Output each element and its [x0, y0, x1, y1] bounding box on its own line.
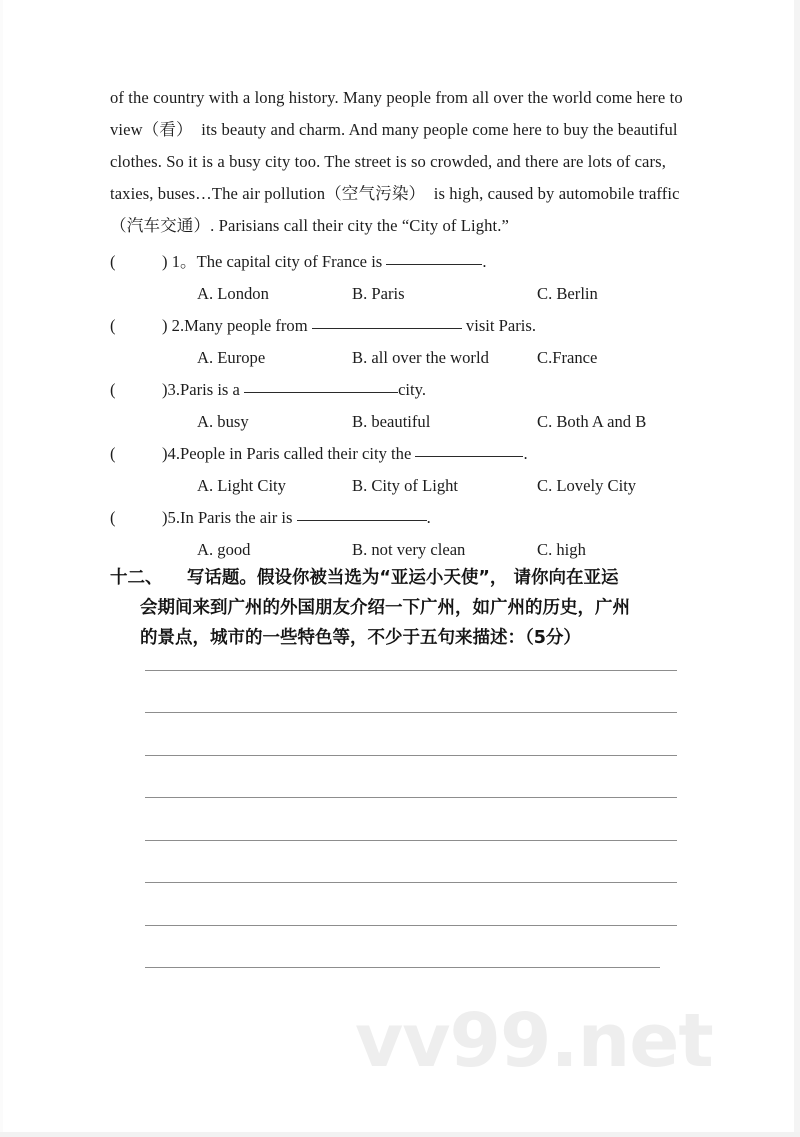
writing-line[interactable] [145, 712, 677, 713]
watermark: vv99.net [355, 998, 713, 1084]
writing-line[interactable] [145, 967, 660, 968]
fill-blank[interactable] [415, 443, 523, 457]
question-item [110, 438, 690, 502]
question-text-tail: city. [398, 380, 427, 399]
answer-box-close-paren: ) [162, 252, 172, 271]
question-stem [110, 246, 690, 278]
scan-edge-left [0, 0, 3, 1137]
question-stem [110, 502, 690, 534]
question-text-tail: . [482, 252, 487, 271]
question-text-tail: visit Paris. [461, 316, 536, 335]
option-a[interactable]: A. London [197, 284, 269, 303]
answer-box-close-paren: ) [162, 316, 168, 335]
question-item [110, 310, 690, 374]
option-b[interactable]: B. beautiful [352, 412, 431, 431]
answer-box-open-paren: ( [110, 316, 116, 335]
option-a[interactable]: A. Europe [197, 348, 266, 367]
passage-line: view（看） its beauty and charm. And many people come here to buy the beautiful [110, 120, 678, 139]
option-b[interactable]: B. not very clean [352, 540, 466, 559]
option-a[interactable]: A. good [197, 540, 251, 559]
question-text-tail: . [426, 508, 431, 527]
question-options [110, 278, 690, 310]
option-a[interactable]: A. busy [197, 412, 249, 431]
question-number: 1。 [171, 252, 197, 271]
question-number: 2. [167, 316, 185, 335]
answer-box-open-paren: ( [110, 380, 116, 399]
writing-line[interactable] [145, 755, 677, 756]
section-twelve-heading [110, 563, 685, 653]
section-twelve-line: 会期间来到广州的外国朋友介绍一下广州，如广州的历史，广州 [140, 598, 630, 618]
question-item [110, 246, 690, 310]
question-item [110, 374, 690, 438]
fill-blank[interactable] [312, 315, 462, 329]
question-stem [110, 374, 690, 406]
scan-edge-right [794, 0, 800, 1137]
question-text: People in Paris called their city the [179, 444, 416, 463]
writing-line[interactable] [145, 882, 677, 883]
question-text: Many people from [184, 316, 312, 335]
section-twelve-line: 十二、 写话题。假设你被当选为“亚运小天使”， 请你向在亚运 [110, 568, 619, 588]
option-b[interactable]: B. Paris [352, 284, 405, 303]
fill-blank[interactable] [297, 507, 427, 521]
question-text: The capital city of France is [196, 252, 387, 271]
answer-box-close-paren: ) [162, 444, 168, 463]
fill-blank[interactable] [386, 251, 482, 265]
question-stem [110, 310, 690, 342]
option-c[interactable]: C. Berlin [537, 284, 598, 303]
question-number: 5. [167, 508, 180, 527]
passage-line: of the country with a long history. Many people from all over the world come here to [110, 88, 683, 107]
answer-box-close-paren: ) [162, 508, 168, 527]
section-twelve-line: 的景点，城市的一些特色等，不少于五句来描述：（5分） [140, 628, 581, 648]
writing-line[interactable] [145, 840, 677, 841]
writing-line[interactable] [145, 670, 677, 671]
writing-line[interactable] [145, 797, 677, 798]
passage-line: （汽车交通）. Parisians call their city the “City of Light.” [110, 216, 509, 235]
answer-box-open-paren: ( [110, 444, 116, 463]
question-text: Paris is a [179, 380, 245, 399]
option-c[interactable]: C. Both A and B [537, 412, 647, 431]
question-number: 4. [167, 444, 180, 463]
question-number: 3. [167, 380, 180, 399]
passage-line: taxies, buses…The air pollution（空气污染） is high, caused by automobile traffic [110, 184, 680, 203]
option-b[interactable]: B. City of Light [352, 476, 459, 495]
reading-passage [110, 82, 683, 242]
multiple-choice-questions [110, 246, 690, 566]
question-text: In Paris the air is [179, 508, 297, 527]
question-options [110, 470, 690, 502]
option-c[interactable]: C. high [537, 540, 586, 559]
option-b[interactable]: B. all over the world [352, 348, 489, 367]
fill-blank[interactable] [244, 379, 398, 393]
option-c[interactable]: C.France [537, 348, 598, 367]
question-item [110, 502, 690, 566]
answer-box-open-paren: ( [110, 252, 116, 271]
question-text-tail: . [523, 444, 528, 463]
answer-box-open-paren: ( [110, 508, 116, 527]
scan-edge-bottom [0, 1132, 800, 1137]
passage-line: clothes. So it is a busy city too. The street is so crowded, and there are lots of cars, [110, 152, 666, 171]
question-stem [110, 438, 690, 470]
question-options [110, 342, 690, 374]
answer-box-close-paren: ) [162, 380, 168, 399]
option-a[interactable]: A. Light City [197, 476, 286, 495]
question-options [110, 406, 690, 438]
writing-line[interactable] [145, 925, 677, 926]
option-c[interactable]: C. Lovely City [537, 476, 637, 495]
question-options [110, 534, 690, 566]
